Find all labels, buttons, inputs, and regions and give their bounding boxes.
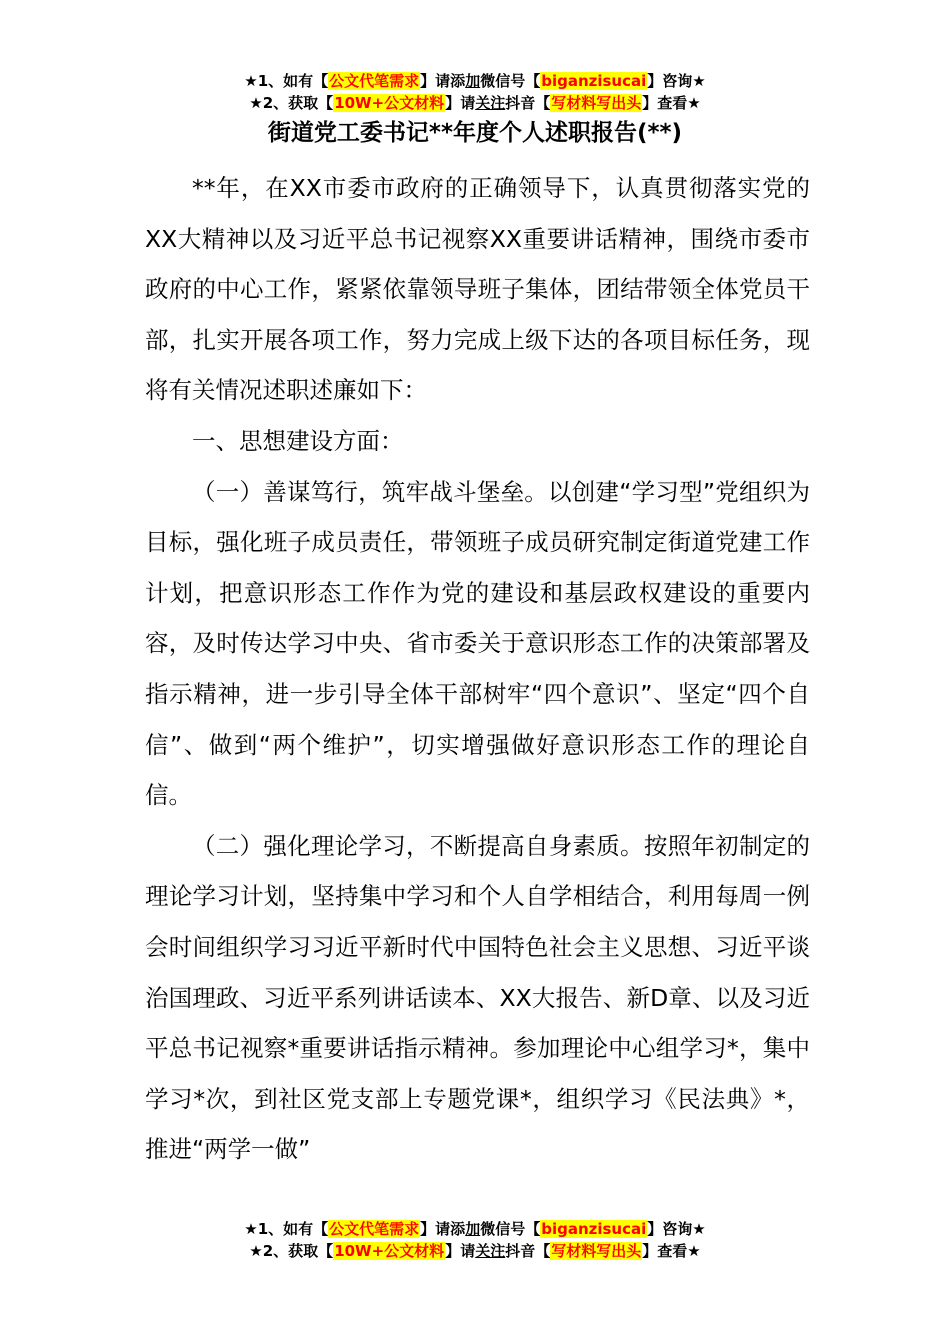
highlight-text: 公文代笔需求	[329, 1220, 420, 1238]
banner-text: 】查看★	[642, 94, 701, 112]
highlight-text: 10W+公文材料	[334, 1242, 445, 1260]
paragraph-item-1: （一）善谋笃行，筑牢战斗堡垒。以创建“学习型”党组织为目标，强化班子成员责任，带领班子成员研究制定街道党建工作计划，把意识形态工作作为党的建设和基层政权建设的重要内容，及时传达学习中央、省市委关于意识形态工作的决策部署及指示精神，进一步引导全体干部树牢“四个意识”、坚定“四个自信”、做到“两个维护”，切实增强做好意识形态工作的理论自信。	[145, 477, 810, 810]
banner-line-2	[0, 92, 950, 114]
document-title: 街道党工委书记**年度个人述职报告(**)	[267, 120, 683, 146]
paragraph-item-2: （二）强化理论学习，不断提高自身素质。按照年初制定的理论学习计划，坚持集中学习和个人自学相结合，利用每周一例会时间组织学习习近平新时代中国特色社会主义思想、习近平谈治国理政、习近平系列讲话读本、XX大报告、新D章、以及习近平总书记视察*重要讲话指示精神。参加理论中心组学习*，集中学习*次，到社区党支部上专题党课*，组织学习《民法典》*，推进“两学一做”	[145, 831, 810, 1164]
banner-text: 】请	[445, 1242, 476, 1260]
banner-text: ★1、如有【	[244, 1220, 329, 1238]
highlight-text: 10W+公文材料	[334, 94, 445, 112]
banner-text: 】请添	[420, 1220, 466, 1238]
banner-text: 抖音【	[505, 1242, 551, 1260]
banner-line-2	[0, 1240, 950, 1262]
banner-line-1	[0, 70, 950, 92]
highlight-text: 写材料写出头	[551, 94, 642, 112]
banner-text: 抖音【	[505, 94, 551, 112]
header-banner	[0, 70, 950, 114]
highlight-text: biganzisucai	[541, 72, 647, 90]
banner-text: ★2、获取【	[249, 1242, 334, 1260]
banner-text: 】查看★	[642, 1242, 701, 1260]
banner-text: ★1、如有【	[244, 72, 329, 90]
banner-text: 微信号【	[480, 72, 541, 90]
banner-text: 微信号【	[480, 1220, 541, 1238]
underlined-text: 关注	[475, 94, 506, 112]
highlight-text: 公文代笔需求	[329, 72, 420, 90]
section-heading: 一、思想建设方面：	[192, 426, 404, 455]
highlight-text: 写材料写出头	[551, 1242, 642, 1260]
paragraph-intro: **年，在XX市委市政府的正确领导下，认真贯彻落实党的XX大精神以及习近平总书记视察XX重要讲话精神，围绕市委市政府的中心工作，紧紧依靠领导班子集体，团结带领全体党员干部，扎实开展各项工作，努力完成上级下达的各项目标任务，现将有关情况述职述廉如下：	[145, 174, 810, 405]
banner-text: 】请添	[420, 72, 466, 90]
banner-text: 】咨询★	[647, 72, 706, 90]
document-body	[145, 163, 810, 1175]
banner-line-1	[0, 1218, 950, 1240]
banner-text: 】咨询★	[647, 1220, 706, 1238]
underlined-text: 加	[465, 1220, 481, 1238]
underlined-text: 加	[465, 72, 481, 90]
highlight-text: biganzisucai	[541, 1220, 647, 1238]
footer-banner	[0, 1218, 950, 1262]
underlined-text: 关注	[475, 1242, 506, 1260]
banner-text: 】请	[445, 94, 476, 112]
banner-text: ★2、获取【	[249, 94, 334, 112]
